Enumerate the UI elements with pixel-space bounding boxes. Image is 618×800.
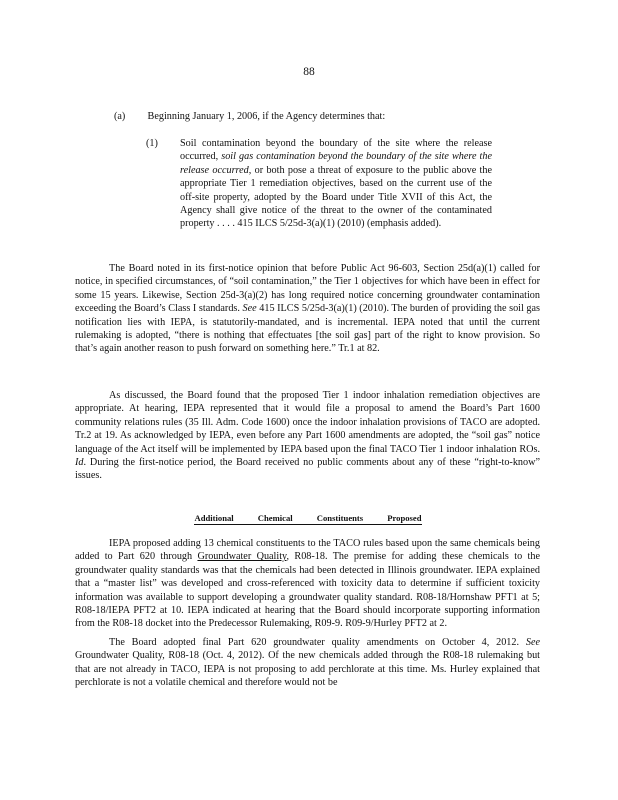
paragraph-3-pre: IEPA proposed adding 13 chemical constituents to the TACO rules based upon the same chemicals being added to Part 620 through <box>75 538 540 563</box>
section-1-text-post: , or both pose a threat of exposure to the public above the appropriate Tier 1 remediation objectives, based on the current use of the off-site property, adopted by the Board under Title XVII of this Act, the Agency shall give notice of the threat to the owner of the contaminated property . . . . 415 ILCS 5/25d-3(a)(1) (2010) (emphasis added). <box>180 164 492 230</box>
section-a <box>114 110 494 123</box>
paragraph-4-pre: The Board adopted final Part 620 groundwater quality amendments on October 4, 2012. <box>109 637 526 648</box>
section-1-body <box>180 137 492 231</box>
paragraph-3-underlined: Groundwater Quality <box>197 551 287 563</box>
section-1-label: (1) <box>146 138 158 149</box>
section-1-text-italic: soil gas contamination beyond the boundary of the site where the release occurred <box>180 151 492 176</box>
section-a-text: Beginning January 1, 2006, if the Agency determines that: <box>147 111 386 122</box>
paragraph-2-id: Id <box>75 457 84 469</box>
paragraph-4-post: Groundwater Quality, R08-18 (Oct. 4, 2012). Of the new chemicals added through the R08-18 rulemaking but that are not already in TACO, IEPA is not proposing to add perchlorate at this time. Ms. Hurley explained that perchlorate is not a volatile chemical and therefore would not be <box>75 650 540 689</box>
paragraph-4-see: See <box>525 637 540 648</box>
paragraph-1-pre: The Board noted in its first-notice opinion that before Public Act 96-603, Section 25d(a)(1) called for notice, in specified circumstances, of “soil contamination,” the Tier 1 objectives for which have been in effect for some 15 years. Likewise, Section 25d-3(a)(2) has long required notice concerning groundwater contamination exceeding the Board’s Class I standards. <box>75 263 540 315</box>
section-1-text-pre: Soil contamination beyond the boundary of the site where the release occurred, <box>180 138 492 163</box>
section-a-label: (a) <box>114 111 126 122</box>
paragraph-2 <box>75 389 540 483</box>
paragraph-2-pre: As discussed, the Board found that the proposed Tier 1 indoor inhalation remediation objectives are appropriate. At hearing, IEPA represented that it would file a proposal to amend the Board’s Part 1600 community relations rules (35 Ill. Adm. Code 1600) once the indoor inhalation provisions of TACO are adopted. Tr.2 at 19. As acknowledged by IEPA, even before any Part 1600 amendments are adopted, the “soil gas” notice language of the Act itself will be implemented by IEPA based upon the final TACO Tier 1 indoor inhalation ROs. <box>75 390 540 455</box>
paragraph-3 <box>75 537 540 631</box>
paragraph-3-post: , R08-18. The premise for adding these chemicals to the groundwater quality standards was that the chemicals had been detected in Illinois groundwater. IEPA explained that a “master list” was developed and cross-referenced with toxicity data to determine if sufficient toxicity information was available to support developing a groundwater quality standard. R08-18/Hornshaw PFT1 at 5; R08-18/IEPA PFT2 at 10. IEPA indicated at hearing that the Board should incorporate supporting information from the R08-18 docket into the Predecessor Rulemaking, R09-9. R09-9/Hurley PFT2 at 2. <box>75 551 540 630</box>
section-1-quote <box>146 137 492 231</box>
page-number: 88 <box>303 66 315 78</box>
paragraph-1 <box>75 262 540 356</box>
paragraph-4 <box>75 636 540 690</box>
paragraph-1-see: See <box>242 303 257 315</box>
section-heading: Additional Chemical Constituents Proposed <box>194 513 422 523</box>
paragraph-1-post: 415 ILCS 5/25d-3(a)(1) (2010). The burden of providing the soil gas notification lies with IEPA, is statutorily-mandated, and is incremental. IEPA noted that until the current rulemaking is adopted, “there is nothing that effectuates [the soil gas] part of the right to know provision. So that’s again another reason to push forward on something here.” Tr.1 at 82. <box>75 303 541 355</box>
paragraph-2-post: . During the first-notice period, the Board received no public comments about any of these “right-to-know” issues. <box>75 457 540 482</box>
